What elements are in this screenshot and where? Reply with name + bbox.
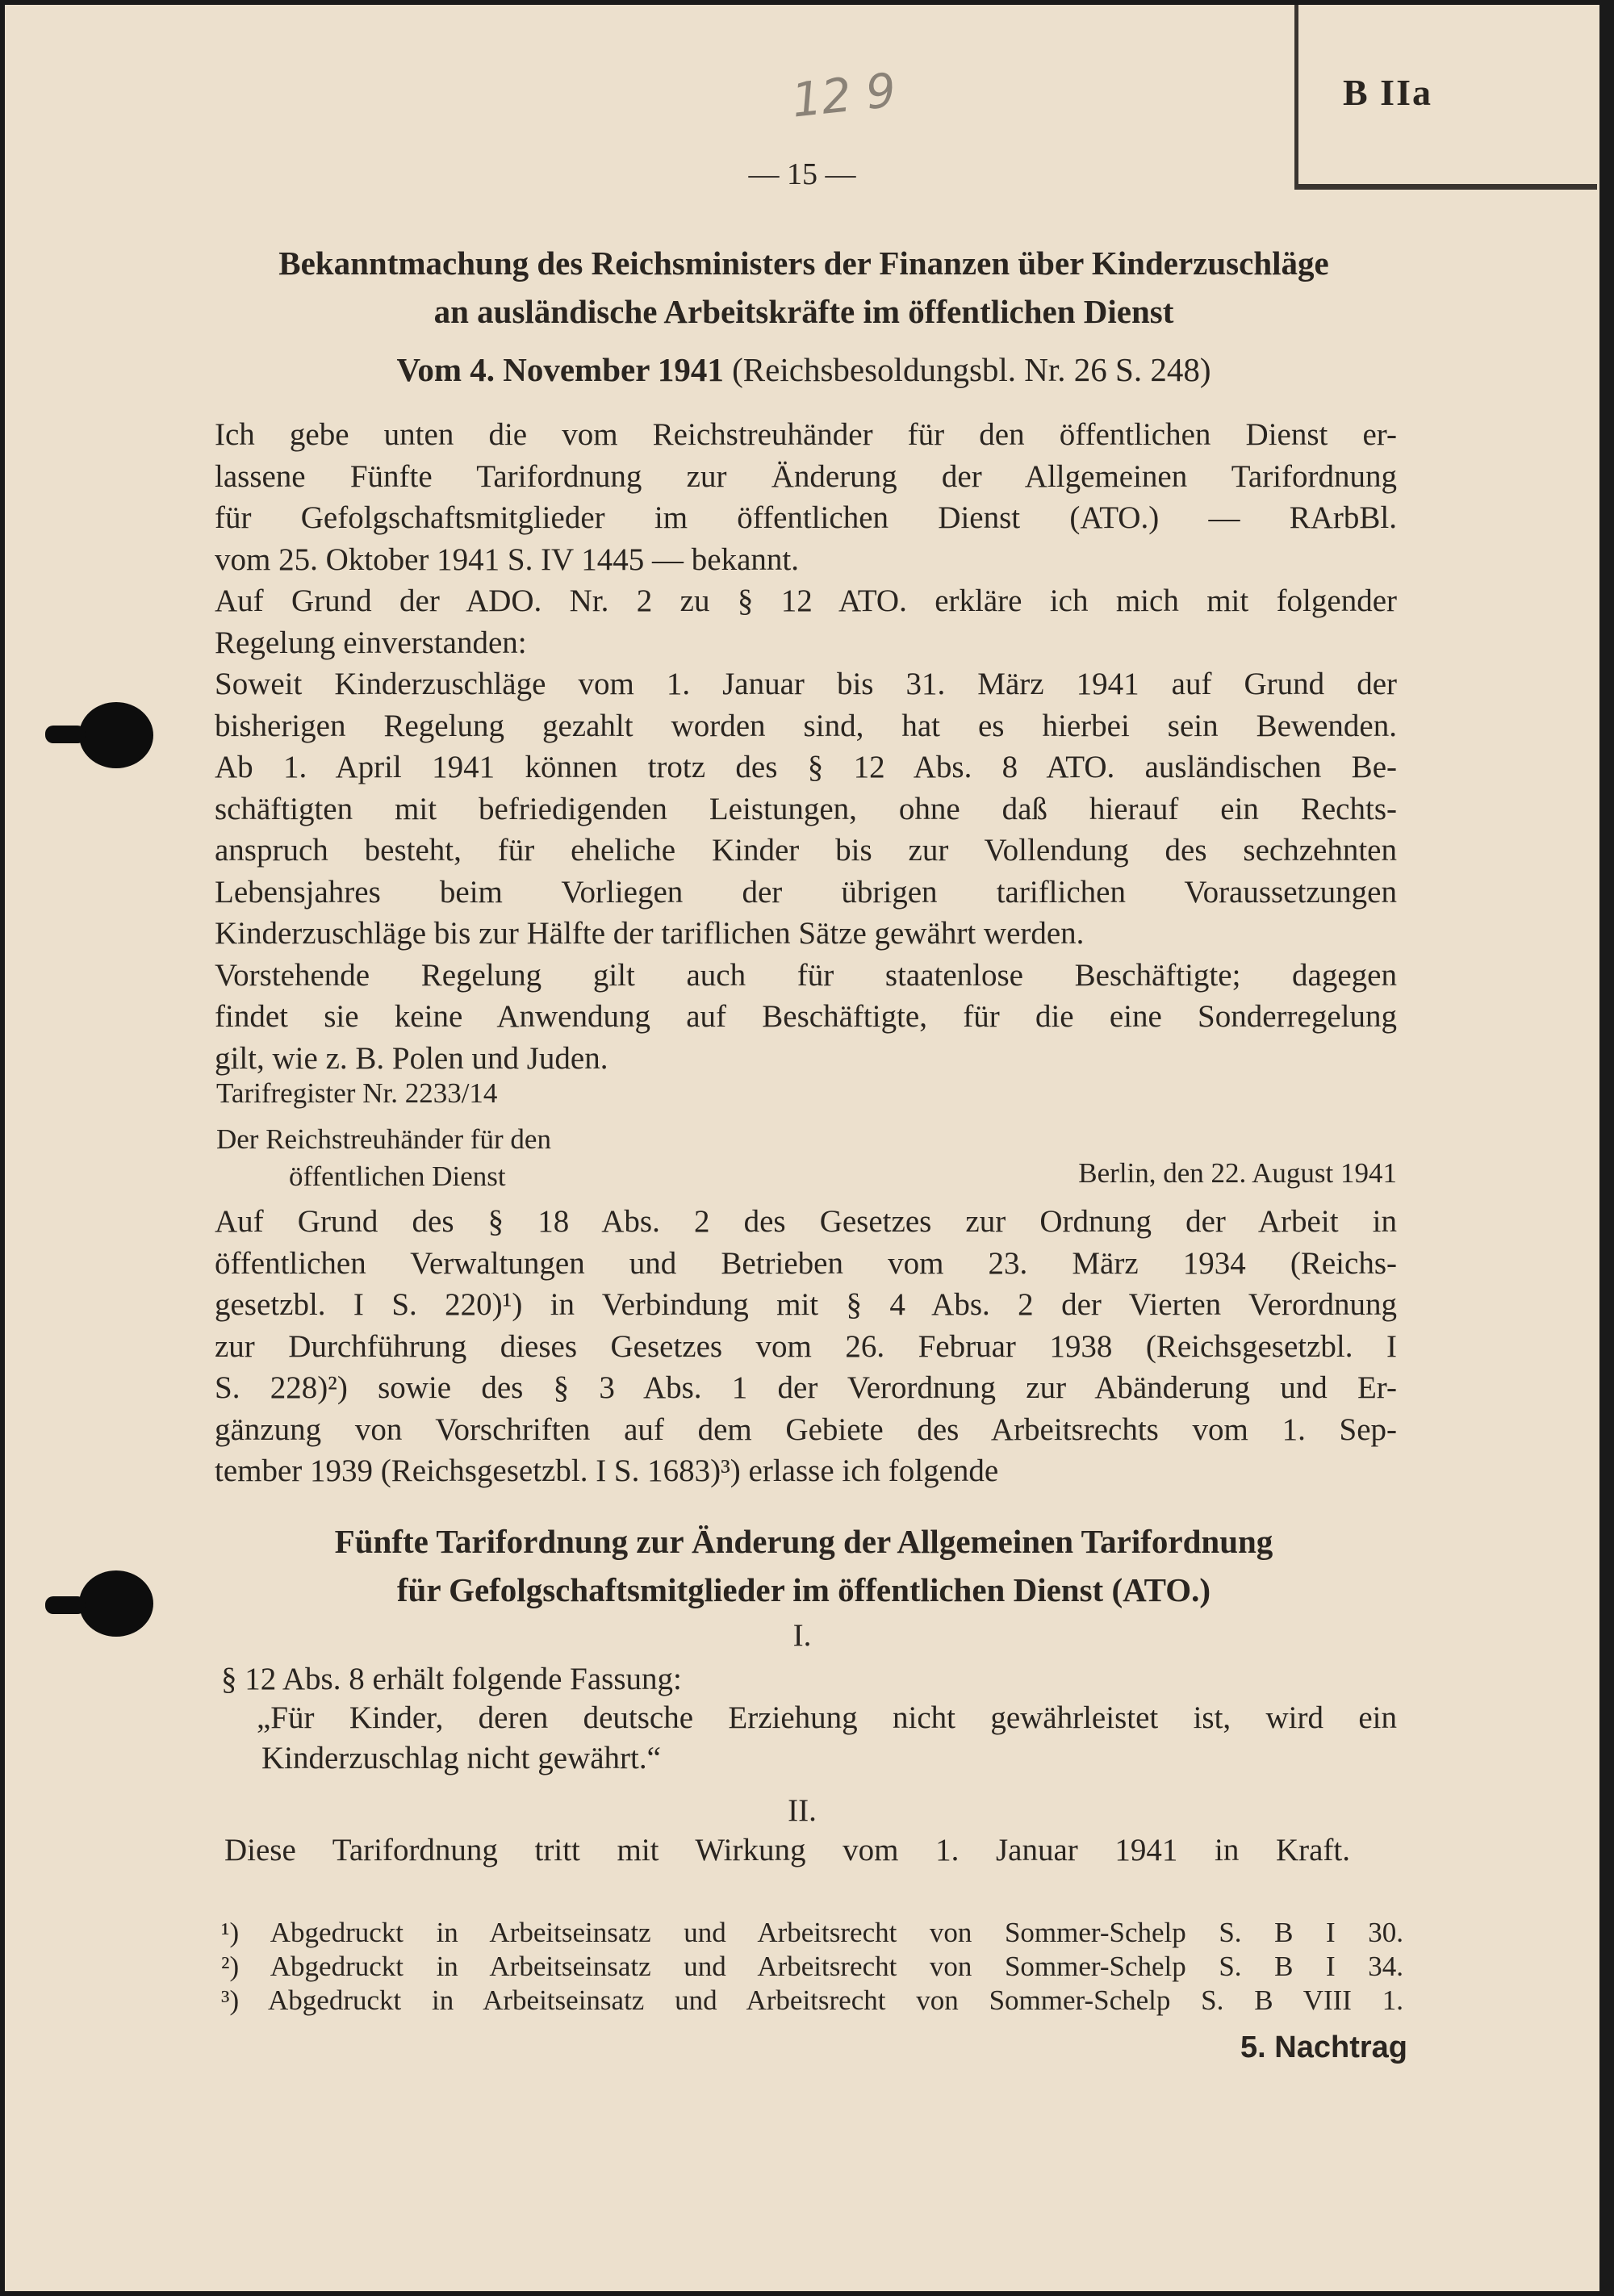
heading-line-1: Bekanntmachung des Reichsministers der Finanzen über Kinderzuschläge	[278, 245, 1329, 282]
regelung-line: findet sie keine Anwendung auf Beschäftigte, für die eine Sonderregelung	[215, 999, 1397, 1034]
regelung-line: anspruch besteht, für eheliche Kinder bis zur Vollendung des sechzehnten	[215, 833, 1397, 868]
document-page	[5, 5, 1599, 2291]
punch-hole	[79, 1570, 153, 1637]
ordinance-title-line-1: Fünfte Tarifordnung zur Änderung der Allgemeinen Tarifordnung	[334, 1523, 1273, 1560]
section-1-numeral: I.	[792, 1618, 812, 1653]
issuer-line-2: öffentlichen Dienst	[289, 1161, 506, 1192]
punch-hole	[79, 702, 153, 768]
legal-basis-line: öffentlichen Verwaltungen und Betrieben vom 23. März 1934 (Reichs-	[215, 1245, 1397, 1281]
punch-hole-tear	[45, 1596, 86, 1614]
intro-line: für Gefolgschaftsmitglieder im öffentlichen Dienst (ATO.) — RArbBl.	[215, 500, 1397, 535]
tariff-register: Tarifregister Nr. 2233/14	[216, 1077, 498, 1109]
grund-line: Auf Grund der ADO. Nr. 2 zu § 12 ATO. erkläre ich mich mit folgender	[215, 583, 1397, 618]
category-label: B IIa	[1343, 72, 1432, 113]
legal-basis-line: gesetzbl. I S. 220)¹) in Verbindung mit § 4 Abs. 2 der Vierten Verordnung	[215, 1287, 1397, 1322]
heading-line-2: an ausländische Arbeitskräfte im öffentlichen Dienst	[433, 293, 1174, 330]
grund-line: Regelung einverstanden:	[215, 625, 527, 660]
intro-line: lassene Fünfte Tarifordnung zur Änderung der Allgemeinen Tarifordnung	[215, 458, 1397, 494]
legal-basis-line: gänzung von Vorschriften auf dem Gebiete des Arbeitsrechts vom 1. Sep-	[215, 1411, 1397, 1447]
regelung-line: schäftigten mit befriedigenden Leistungen, ohne daß hierauf ein Rechts-	[215, 791, 1397, 826]
legal-basis-line: tember 1939 (Reichsgesetzbl. I S. 1683)³) erlasse ich folgende	[215, 1453, 999, 1488]
footnote-item: ¹) Abgedruckt in Arbeitseinsatz und Arbeitsrecht von Sommer-Schelp S. B I 30.	[221, 1917, 1403, 1948]
section-1-quote-line-1: „Für Kinder, deren deutsche Erziehung nicht gewährleistet ist, wird ein	[257, 1700, 1397, 1735]
section-2-numeral: II.	[788, 1793, 817, 1828]
ordinance-title-line-2: für Gefolgschaftsmitglieder im öffentlichen Dienst (ATO.)	[396, 1571, 1211, 1608]
handwritten-page-number: 12 9	[788, 62, 899, 128]
regelung-line: Vorstehende Regelung gilt auch für staatenlose Beschäftigte; dagegen	[215, 957, 1397, 993]
regelung-line: bisherigen Regelung gezahlt worden sind, hat es hierbei sein Bewenden.	[215, 708, 1397, 743]
intro-paragraph	[215, 414, 1397, 1079]
footnotes	[221, 1916, 1403, 2018]
regelung-line: gilt, wie z. B. Polen und Juden.	[215, 1040, 608, 1076]
footnote-item: ³) Abgedruckt in Arbeitseinsatz und Arbeitsrecht von Sommer-Schelp S. B VIII 1.	[221, 1984, 1403, 2016]
intro-line: vom 25. Oktober 1941 S. IV 1445 — bekannt.	[215, 542, 799, 577]
place-date: Berlin, den 22. August 1941	[1078, 1157, 1397, 1189]
heading-date: Vom 4. November 1941	[396, 351, 724, 388]
footnote-item: ²) Abgedruckt in Arbeitseinsatz und Arbeitsrecht von Sommer-Schelp S. B I 34.	[221, 1951, 1403, 1982]
section-1-text: § 12 Abs. 8 erhält folgende Fassung:	[221, 1662, 682, 1696]
regelung-line: Lebensjahres beim Vorliegen der übrigen tariflichen Voraussetzungen	[215, 874, 1397, 910]
punch-hole-tear	[45, 726, 86, 743]
legal-basis-paragraph	[215, 1201, 1397, 1492]
section-1-quote-line-2: Kinderzuschlag nicht gewährt.“	[261, 1741, 661, 1775]
issuer-line-1: Der Reichstreuhänder für den	[216, 1123, 551, 1155]
legal-basis-line: Auf Grund des § 18 Abs. 2 des Gesetzes zur Ordnung der Arbeit in	[215, 1204, 1397, 1239]
legal-basis-line: S. 228)²) sowie des § 3 Abs. 1 der Verordnung zur Abänderung und Er-	[215, 1370, 1397, 1405]
regelung-line: Kinderzuschläge bis zur Hälfte der tariflichen Sätze gewährt werden.	[215, 916, 1085, 951]
regelung-line: Soweit Kinderzuschläge vom 1. Januar bis 31. März 1941 auf Grund der	[215, 667, 1397, 701]
section-2-text: Diese Tarifordnung tritt mit Wirkung vom 1. Januar 1941 in Kraft.	[224, 1833, 1350, 1867]
heading-date-line	[86, 345, 1522, 394]
heading-date-reference: (Reichsbesoldungsbl. Nr. 26 S. 248)	[732, 351, 1211, 388]
regelung-line: Ab 1. April 1941 können trotz des § 12 Abs. 8 ATO. ausländischen Be-	[215, 750, 1397, 784]
intro-line: Ich gebe unten die vom Reichstreuhänder für den öffentlichen Dienst er-	[215, 417, 1397, 452]
page-number: — 15 —	[748, 157, 856, 191]
supplement-label: 5. Nachtrag	[1240, 2030, 1407, 2064]
legal-basis-line: zur Durchführung dieses Gesetzes vom 26. Februar 1938 (Reichsgesetzbl. I	[215, 1328, 1397, 1364]
